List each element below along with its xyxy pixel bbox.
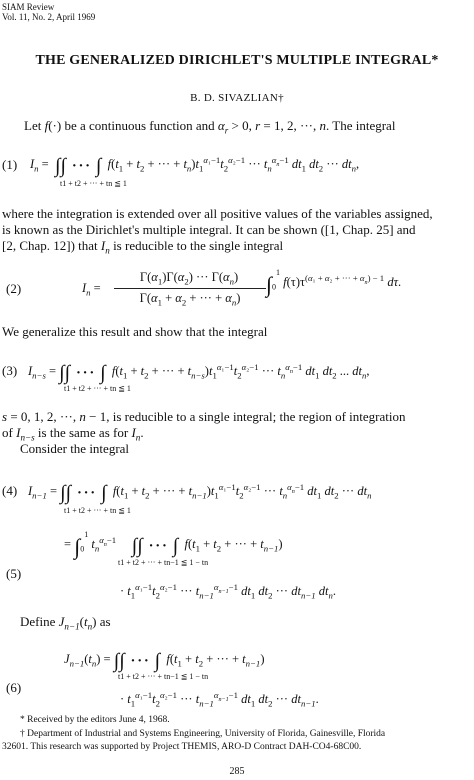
- eq4-region: t1 + t2 + ··· + tn ≦ 1: [64, 506, 131, 515]
- author: B. D. SIVAZLIAN†: [190, 92, 284, 104]
- eq2-numerator: $\Gamma(\alpha_1)\Gamma(\alpha_2)$ ··· $\Gamma(\alpha_n)$: [139, 270, 239, 287]
- equation-6-line-2: · $t_1^{\alpha_1-1}t_2^{\alpha_2-1}$ ··· $t_{n-1}^{\alpha_{n-1}-1}$ $dt_1$ $dt_2$ ··· $dt_{n-1}$.: [120, 690, 319, 709]
- eq4-label: (4): [2, 483, 18, 498]
- paragraph-3-line-1: s = 0, 1, 2, ···, n − 1, is reducible to a single integral; the region of integration: [2, 409, 406, 424]
- paragraph-1-line-1: where the integration is extended over all positive values of the variables assigned,: [2, 206, 433, 221]
- intro-text: Let f(·) be a continuous function and $\alpha_r > 0$, r = 1, 2, ···, n. The integral: [24, 118, 396, 136]
- define-text: Define $J_{n-1}(t_n)$ as: [20, 614, 111, 632]
- eq5-region: t1 + t2 + ··· + tn−1 ≦ 1 − tn: [118, 558, 209, 567]
- fraction-bar: [114, 288, 266, 289]
- footnote-funding: 32601. This research was supported by Project THEMIS, ARO-D Contract DAH-CO4-68C00.: [2, 742, 362, 752]
- equation-5-line-2: · $t_1^{\alpha_1-1}t_2^{\alpha_2-1}$ ··· $t_{n-1}^{\alpha_{n-1}-1}$ $dt_1$ $dt_2$ ··· $dt_{n-1}$ $dt_n$.: [120, 582, 336, 601]
- volume-info: Vol. 11, No. 2, April 1969: [2, 12, 96, 22]
- footnote-received: * Received by the editors June 4, 1968.: [20, 715, 170, 725]
- eq3-region: t1 + t2 + ··· + tn ≦ 1: [64, 384, 131, 393]
- equation-5-line-1: = $\int_0^1$ $t_n^{\alpha_n-1}$ ∫∫ ··· ∫ $f(t_1 + t_2$ + ··· + $t_{n-1}$): [64, 529, 283, 559]
- equation-3: $I_{n-s}$ = ∫∫ ··· ∫ $f(t_1 + t_2$ + ··· + $t_{n-s})t_1^{\alpha_1-1}t_2^{\alpha_2-1}$ ··· $t_n^{\alpha_n-1}$ $dt_1$ $dt_2$ ... $dt_n$,: [28, 362, 370, 385]
- paragraph-3-line-2: of $I_{n-s}$ is the same as for $I_n$.: [2, 425, 144, 443]
- paragraph-2: We generalize this result and show that the integral: [2, 324, 268, 339]
- eq1-region: t1 + t2 + ··· + tn ≦ 1: [60, 179, 127, 188]
- equation-6-line-1: $J_{n-1}(t_n)$ = ∫∫ ··· ∫ $f(t_1 + t_2$ + ··· + $t_{n-1}$): [64, 650, 265, 672]
- journal-name: SIAM Review: [2, 2, 55, 12]
- eq1-label: (1): [2, 157, 18, 172]
- paragraph-1-line-2: is known as the Dirichlet's multiple integral. It can be shown ([1, Chap. 25] and: [2, 222, 416, 237]
- eq3-label: (3): [2, 363, 18, 378]
- eq2-integral: $\int_0^1$ $f(\tau)\tau^{(\alpha_1 + \alpha_2 + \cdot\cdot\cdot + \alpha_n) - 1}$ dτ.: [266, 267, 402, 297]
- page-number: 285: [229, 766, 245, 777]
- eq6-label: (6): [6, 680, 22, 695]
- paper-title: THE GENERALIZED DIRICHLET'S MULTIPLE INTEGRAL*: [35, 53, 439, 68]
- eq5-label: (5): [6, 566, 22, 581]
- equation-1: $I_n$ = ∫∫ ··· ∫ $f(t_1 + t_2$ + ··· + $t_n)t_1^{\alpha_1-1}t_2^{\alpha_2-1}$ ··· $t_n^{\alpha_n-1}$ $dt_1$ $dt_2$ ··· $dt_n$,: [30, 155, 360, 178]
- eq2-label: (2): [6, 281, 22, 296]
- consider-text: Consider the integral: [20, 441, 130, 456]
- equation-4: $I_{n-1}$ = ∫∫ ··· ∫ $f(t_1 + t_2$ + ··· + $t_{n-1})t_1^{\alpha_1-1}t_2^{\alpha_2-1}$ ··· $t_n^{\alpha_n-1}$ $dt_1$ $dt_2$ ··· $dt_n$: [28, 482, 372, 505]
- footnote-affiliation: † Department of Industrial and Systems Engineering, University of Florida, Gainesville, Florida: [20, 729, 386, 739]
- eq2-lhs: $I_n$ =: [82, 281, 101, 298]
- eq2-denominator: $\Gamma(\alpha_1 + \alpha_2$ + ··· + $\alpha_n$): [139, 291, 241, 308]
- paragraph-1-line-3: [2, Chap. 12]) that $I_n$ is reducible to the single integral: [2, 238, 284, 256]
- eq6-region: t1 + t2 + ··· + tn−1 ≦ 1 − tn: [118, 672, 209, 681]
